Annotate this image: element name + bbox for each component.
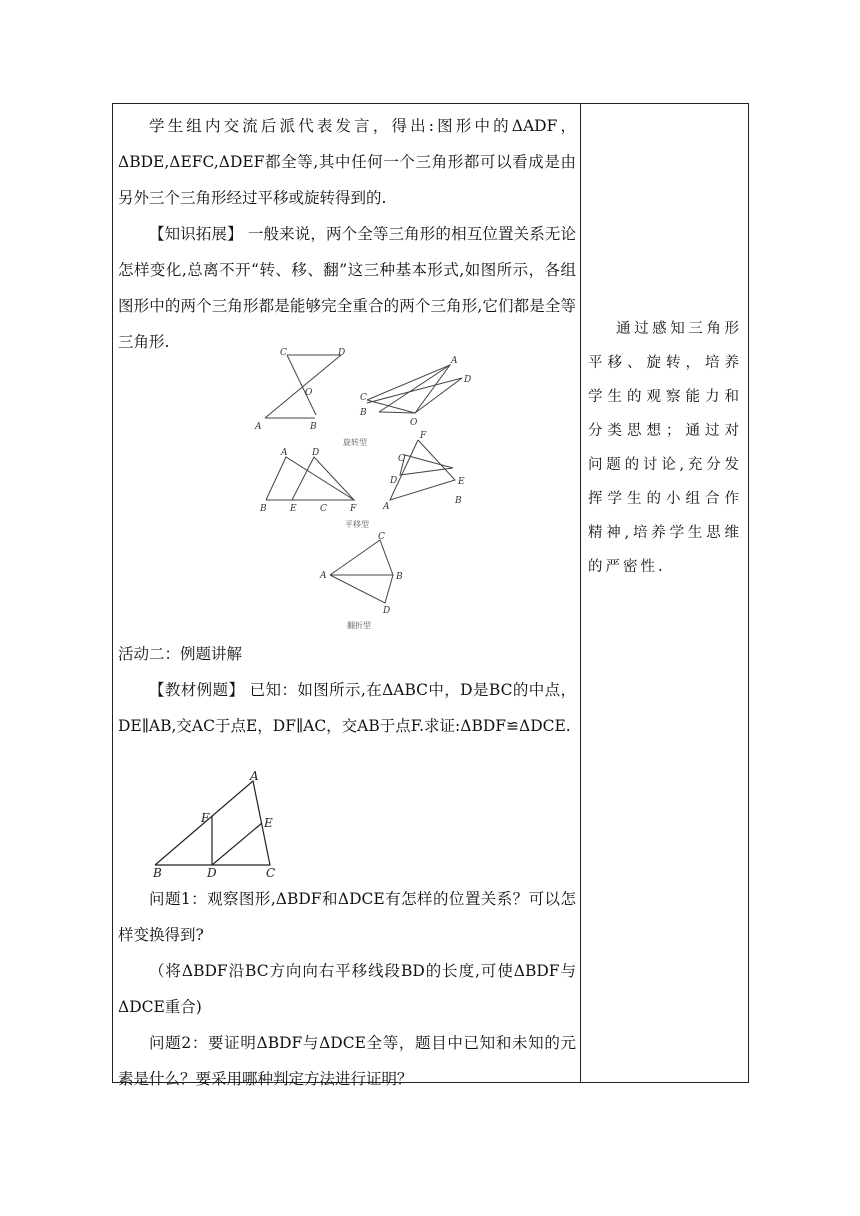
fig5-label: A (320, 571, 327, 581)
questions-section (118, 881, 576, 1097)
caption-flip: 翻折型 (347, 621, 371, 630)
fig1-label: O (305, 388, 313, 398)
fig3-label: E (290, 504, 297, 514)
main-column (118, 108, 576, 360)
fig2-label: A (451, 356, 458, 366)
fig-abc-label: F (201, 811, 210, 825)
activity2-title: 活动二：例题讲解 (118, 645, 243, 663)
activity-section (118, 636, 576, 744)
fig2-label: B (360, 408, 367, 418)
fig3-label: B (260, 504, 267, 514)
knowledge-tag: 【知识拓展】 (149, 225, 243, 243)
example-tag: 【教材例题】 (149, 681, 245, 699)
fig-abc-label: C (266, 866, 276, 878)
fig5-label: B (396, 572, 403, 582)
fig-abc-label: E (264, 816, 273, 830)
sidebar-text: 通过感知三角形平移、旋转，培养学生的观察能力和分类思想；通过对问题的讨论,充分发挥学生的小组合作精神,培养学生思维的严密性. (588, 321, 742, 575)
fig-abc-label: D (207, 866, 217, 878)
fig-abc-label: B (153, 866, 162, 878)
paragraph-discussion: 学生组内交流后派代表发言，得出:图形中的ΔADF，ΔBDE,ΔEFC,ΔDEF都全等,其中任何一个三角形都可以看成是由另外三个三角形经过平移或旋转得到的. (118, 117, 576, 207)
question-1: 问题1：观察图形,ΔBDF和ΔDCE有怎样的位置关系？可以怎样变换得到? (118, 890, 576, 944)
fig3-label: D (312, 448, 320, 458)
fig1-label: A (255, 422, 262, 432)
caption-rotation: 旋转型 (343, 438, 367, 447)
fig5-label: C (378, 532, 385, 542)
fig1-label: B (310, 422, 317, 432)
fig4-label: C (398, 454, 405, 464)
fig1-label: C (280, 348, 287, 358)
figure-triangle-abc (145, 768, 295, 878)
fig5-label: D (383, 606, 391, 616)
paragraph-knowledge-extension (118, 216, 576, 360)
fig3-label: F (350, 504, 357, 514)
fig3-label: A (281, 448, 288, 458)
example-text: 已知：如图所示,在ΔABC中，D是BC的中点，DE∥AB,交AC于点E，DF∥AC，交AB于点F.求证:ΔBDF≌ΔDCE. (118, 681, 576, 735)
fig-abc-label: A (250, 769, 259, 783)
fig2-label: C (360, 393, 367, 403)
fig1-label: D (338, 348, 346, 358)
caption-translation: 平移型 (345, 520, 369, 529)
question-2: 问题2：要证明ΔBDF与ΔDCE全等，题目中已知和未知的元素是什么？要采用哪种判定方法进行证明？ (118, 1034, 576, 1088)
answer-1: （将ΔBDF沿BC方向向右平移线段BD的长度,可使ΔBDF与ΔDCE重合) (118, 962, 576, 1016)
column-divider (580, 103, 581, 1083)
fig2-label: O (410, 418, 418, 428)
fig4-label: D (390, 476, 398, 486)
fig4-label: F (420, 431, 427, 441)
fig4-label: B (455, 496, 462, 506)
sidebar-note (588, 312, 742, 584)
fig3-label: C (320, 504, 327, 514)
fig4-label: A (383, 502, 390, 512)
fig4-label: E (458, 477, 465, 487)
example-paragraph (118, 672, 576, 744)
figure-transformations (250, 345, 490, 635)
fig2-label: D (464, 375, 472, 385)
knowledge-text: 一般来说，两个全等三角形的相互位置关系无论怎样变化,总离不开“转、移、翻”这三种基本形式,如图所示，各组图形中的两个三角形都是能够完全重合的两个三角形,它们都是全等三角形. (118, 225, 576, 351)
